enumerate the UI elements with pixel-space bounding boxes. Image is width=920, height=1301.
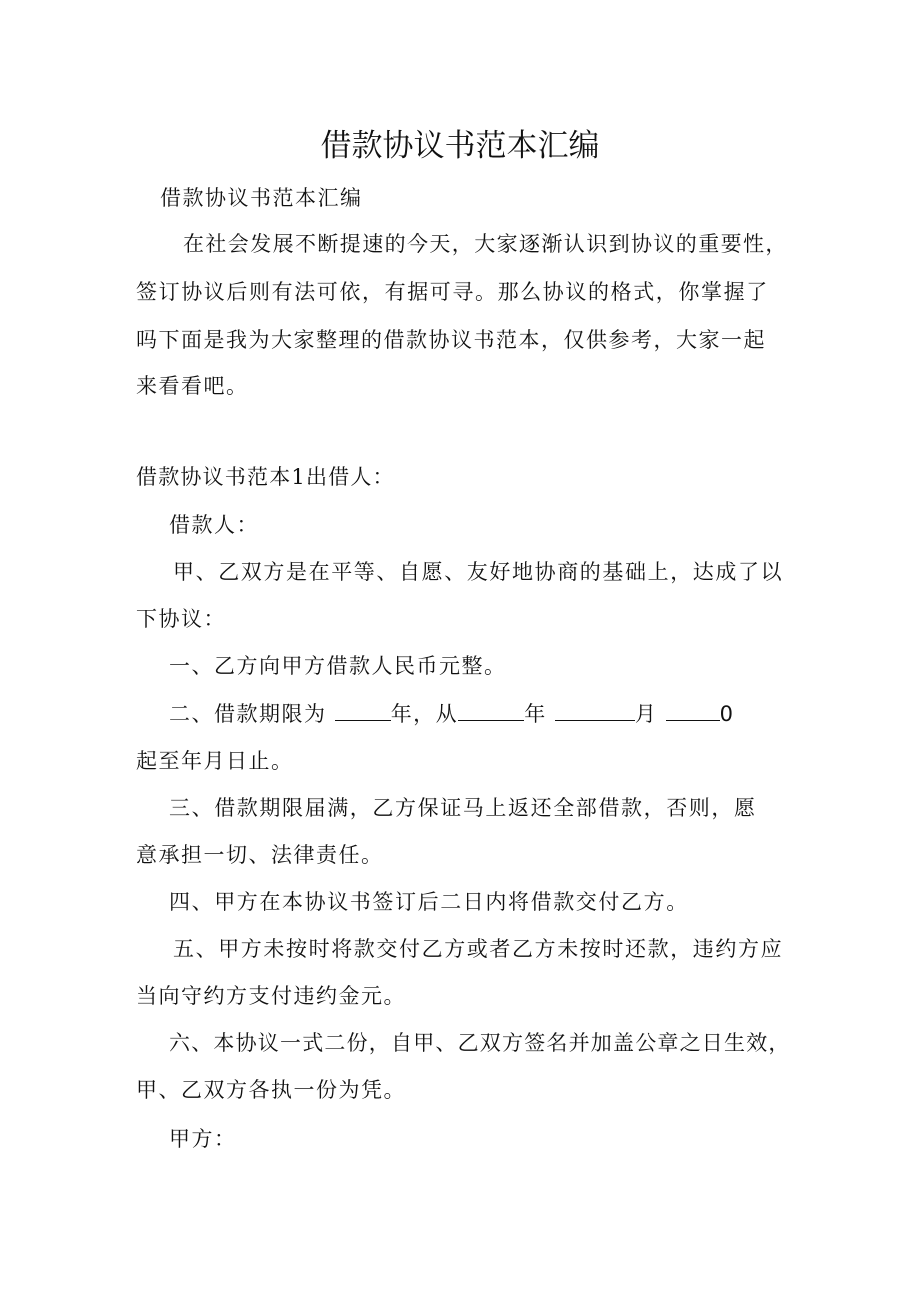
party-a-label: 甲方： <box>169 1127 237 1151</box>
preamble-line-1: 甲、乙双方是在平等、自愿、友好地协商的基础上，达成了以 <box>173 560 784 584</box>
clause-2-line-1 <box>169 699 734 729</box>
section1-heading: 借款协议书范本1出借人： <box>136 465 395 489</box>
intro-line-1: 在社会发展不断提速的今天，大家逐渐认识到协议的重要性， <box>183 232 788 256</box>
clause-2-part-c: 年 <box>524 702 547 726</box>
blank-month <box>555 700 635 721</box>
clause-1: 一、乙方向甲方借款人民币元整。 <box>169 654 507 678</box>
clause-3-line-1: 三、借款期限届满，乙方保证马上返还全部借款，否则，愿 <box>169 796 757 820</box>
clause-2-part-d: 月 <box>634 702 658 726</box>
clause-2-part-a: 二、借款期限为 <box>169 702 327 726</box>
clause-2-line-2: 起至年月日止。 <box>136 749 294 773</box>
document-subtitle: 借款协议书范本汇编 <box>160 186 363 210</box>
clause-3-line-2: 意承担一切、法律责任。 <box>136 843 384 867</box>
clause-5-line-2: 当向守约方支付违约金元。 <box>136 984 406 1008</box>
clause-6-line-2: 甲、乙双方各执一份为凭。 <box>136 1078 406 1102</box>
intro-line-2: 签订协议后则有法可依，有据可寻。那么协议的格式，你掌握了 <box>136 280 769 304</box>
borrower-label: 借款人： <box>169 513 259 537</box>
blank-day <box>666 700 720 721</box>
clause-2-part-b: 年，从 <box>390 702 459 726</box>
blank-years <box>335 700 391 721</box>
clause-4: 四、甲方在本协议书签订后二日内将借款交付乙方。 <box>169 890 689 914</box>
clause-2-part-e: 0 <box>719 702 735 726</box>
intro-line-4: 来看看吧。 <box>136 374 249 398</box>
document-title: 借款协议书范本汇编 <box>320 128 600 164</box>
clause-6-line-1: 六、本协议一式二份，自甲、乙双方签名并加盖公章之日生效， <box>169 1031 791 1055</box>
intro-line-3: 吗下面是我为大家整理的借款协议书范本，仅供参考，大家一起 <box>136 328 766 352</box>
clause-5-line-1: 五、甲方未按时将款交付乙方或者乙方未按时还款，违约方应 <box>173 937 784 961</box>
blank-from-year <box>458 700 524 721</box>
preamble-line-2: 下协议： <box>136 607 226 631</box>
